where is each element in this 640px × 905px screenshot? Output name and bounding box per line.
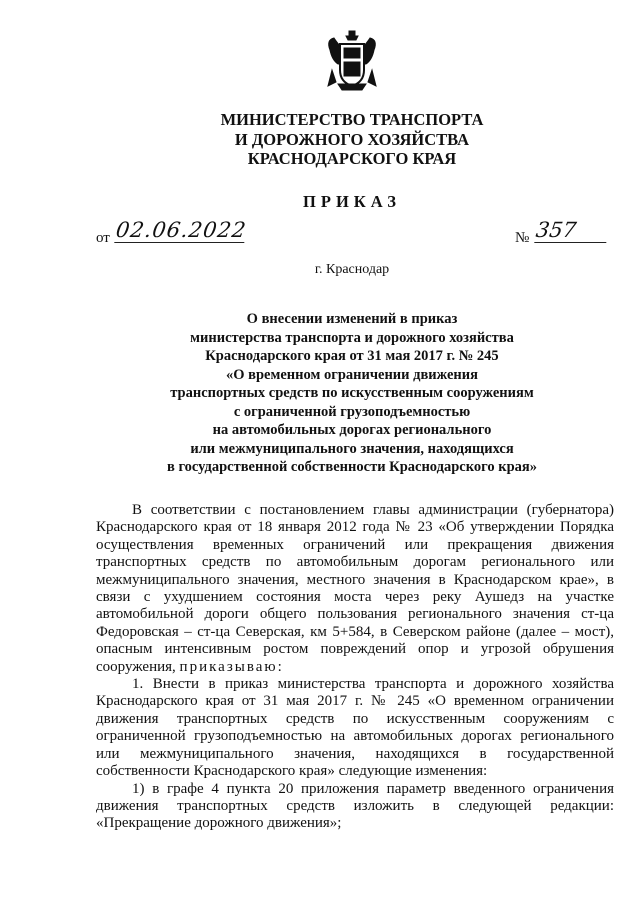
order-title <box>0 310 640 477</box>
title-line: «О временном ограничении движения <box>226 366 478 383</box>
title-line: транспортных средств по искусственным сооружениям <box>170 385 534 401</box>
city: г. Краснодар <box>314 262 390 277</box>
title-line: в государственной собственности Краснодарского края» <box>167 459 537 475</box>
coat-of-arms-emblem <box>322 30 382 92</box>
ministry-name <box>0 110 640 169</box>
document-type: ПРИКАЗ <box>303 192 401 211</box>
title-line: на автомобильных дорогах регионального <box>212 422 492 438</box>
ministry-line: И ДОРОЖНОГО ХОЗЯЙСТВА <box>234 129 470 149</box>
paragraph-subitem-1: 1) в графе 4 пункта 20 приложения параметр введенного ограничения движения транспортных средств изложить в следующей редакции: «Прекращение дорожного движения»; <box>96 780 614 832</box>
ministry-line: МИНИСТЕРСТВО ТРАНСПОРТА <box>220 110 484 129</box>
ministry-line: КРАСНОДАРСКОГО КРАЯ <box>247 149 457 168</box>
title-line: министерства транспорта и дорожного хозяйства <box>190 329 514 346</box>
number-label: № <box>515 230 530 246</box>
handwritten-date: 02.06.2022 <box>114 218 249 242</box>
command-word: приказываю: <box>179 658 284 675</box>
handwritten-number: 357 <box>534 218 610 243</box>
title-line: с ограниченной грузоподъемностью <box>233 403 471 420</box>
title-line: Краснодарского края от 31 мая 2017 г. № 245 <box>205 348 499 364</box>
paragraph-item-1: 1. Внести в приказ министерства транспорта и дорожного хозяйства Краснодарского края от 31 мая 2017 г. № 245 «О временном ограничении движения транспортных средств по искусственным сооружениям с ограниченной грузоподъемностью на автомобильных дорогах регионального или межмуниципального значения, находящихся в государственной собственности Краснодарского края» следующие изменения: <box>96 676 614 780</box>
date-label: от <box>96 230 110 246</box>
paragraph-preamble <box>96 502 614 676</box>
preamble-text: В соответствии с постановлением главы администрации (губернатора) Краснодарского края от 18 января 2012 года № 23 «Об утверждении Порядка осуществления временных ограничений или прекращения движения транспортных средств по автомобильным дорогам регионального или межмуниципального значения, местного значения в Краснодарском крае», в связи с ухудшением состояния моста через реку Аушедз на участке автомобильной дороги общего пользования регионального значения ст-ца Федоровская – ст-ца Северская, км 5+584, в Северском районе (далее – мост), опасным интенсивным ростом повреждений опор и угрозой обрушения сооружения, <box>96 502 614 675</box>
title-line: О внесении изменений в приказ <box>246 311 458 327</box>
title-line: или межмуниципального значения, находящихся <box>190 440 514 457</box>
document-body <box>96 502 614 833</box>
